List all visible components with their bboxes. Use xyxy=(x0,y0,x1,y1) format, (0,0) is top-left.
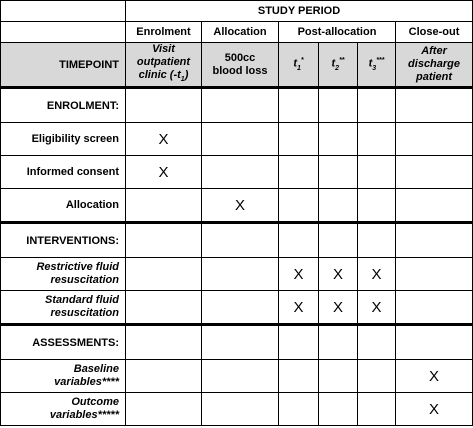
empty-cell xyxy=(279,325,319,360)
section-assessments: ASSESSMENTS: xyxy=(1,325,126,360)
empty-cell xyxy=(319,223,358,258)
empty-cell xyxy=(396,223,473,258)
timepoint-blood-loss: 500cc blood loss xyxy=(202,43,279,88)
empty-cell xyxy=(319,393,358,426)
timepoint-after-discharge: After discharge patient xyxy=(396,43,473,88)
empty-cell xyxy=(319,156,358,189)
timepoint-visit: Visit outpatient clinic $(-t_1)$ xyxy=(126,43,202,88)
row-label-standard: Standard fluid resuscitation xyxy=(1,291,126,325)
empty-cell xyxy=(358,123,396,156)
empty-cell xyxy=(358,360,396,393)
row-label-baseline: Baseline variables**** xyxy=(1,360,126,393)
empty-cell xyxy=(358,156,396,189)
x-mark: X xyxy=(358,258,396,291)
empty-cell xyxy=(396,156,473,189)
row-label-restrictive: Restrictive fluid resuscitation xyxy=(1,258,126,291)
empty-cell xyxy=(279,189,319,223)
table-row xyxy=(1,393,473,426)
empty-cell xyxy=(358,189,396,223)
empty-cell xyxy=(202,223,279,258)
row-label-eligibility: Eligibility screen xyxy=(1,123,126,156)
x-mark: X xyxy=(319,291,358,325)
empty-cell xyxy=(319,189,358,223)
table-row xyxy=(1,156,473,189)
x-mark: X xyxy=(396,393,473,426)
empty-cell xyxy=(126,189,202,223)
x-mark: X xyxy=(396,360,473,393)
section-assessments-row xyxy=(1,325,473,360)
phase-enrolment: Enrolment xyxy=(126,22,202,43)
row-label-outcome: Outcome variables***** xyxy=(1,393,126,426)
empty-cell xyxy=(202,291,279,325)
empty-cell xyxy=(319,123,358,156)
row-label-consent: Informed consent xyxy=(1,156,126,189)
empty-cell xyxy=(358,223,396,258)
empty-cell xyxy=(126,393,202,426)
empty-cell xyxy=(126,325,202,360)
section-interventions: INTERVENTIONS: xyxy=(1,223,126,258)
table-row xyxy=(1,291,473,325)
empty-cell xyxy=(1,22,126,43)
empty-cell xyxy=(319,325,358,360)
empty-cell xyxy=(279,88,319,123)
empty-cell xyxy=(126,258,202,291)
x-mark: X xyxy=(279,258,319,291)
empty-cell xyxy=(358,88,396,123)
phase-allocation: Allocation xyxy=(202,22,279,43)
empty-cell xyxy=(126,360,202,393)
section-enrolment: ENROLMENT: xyxy=(1,88,126,123)
empty-cell xyxy=(202,123,279,156)
section-interventions-row xyxy=(1,223,473,258)
empty-cell xyxy=(1,1,126,22)
empty-cell xyxy=(202,393,279,426)
phase-row xyxy=(1,22,473,43)
empty-cell xyxy=(279,223,319,258)
empty-cell xyxy=(396,123,473,156)
empty-cell xyxy=(126,223,202,258)
empty-cell xyxy=(358,325,396,360)
empty-cell xyxy=(396,325,473,360)
x-mark: X xyxy=(358,291,396,325)
timepoint-label: TIMEPOINT xyxy=(1,43,126,88)
empty-cell xyxy=(319,360,358,393)
x-mark: X xyxy=(202,189,279,223)
study-period-header: STUDY PERIOD xyxy=(126,1,473,22)
empty-cell xyxy=(358,393,396,426)
x-mark: X xyxy=(126,123,202,156)
phase-post-allocation: Post-allocation xyxy=(279,22,396,43)
empty-cell xyxy=(396,291,473,325)
section-enrolment-row xyxy=(1,88,473,123)
empty-cell xyxy=(202,156,279,189)
x-mark: X xyxy=(126,156,202,189)
empty-cell xyxy=(319,88,358,123)
empty-cell xyxy=(279,156,319,189)
table-row xyxy=(1,123,473,156)
timepoint-t2: $t_2^{**}$ xyxy=(319,43,358,88)
table-row xyxy=(1,360,473,393)
study-period-row xyxy=(1,1,473,22)
timepoint-t3: $t_3^{***}$ xyxy=(358,43,396,88)
empty-cell xyxy=(202,360,279,393)
empty-cell xyxy=(396,258,473,291)
empty-cell xyxy=(279,123,319,156)
empty-cell xyxy=(202,325,279,360)
empty-cell xyxy=(202,258,279,291)
empty-cell xyxy=(396,88,473,123)
x-mark: X xyxy=(279,291,319,325)
timepoint-row xyxy=(1,43,473,88)
x-mark: X xyxy=(319,258,358,291)
table-row xyxy=(1,189,473,223)
empty-cell xyxy=(396,189,473,223)
empty-cell xyxy=(279,360,319,393)
empty-cell xyxy=(126,291,202,325)
table-row xyxy=(1,258,473,291)
row-label-allocation: Allocation xyxy=(1,189,126,223)
empty-cell xyxy=(202,88,279,123)
empty-cell xyxy=(279,393,319,426)
empty-cell xyxy=(126,88,202,123)
timepoint-t1: $t_1^*$ xyxy=(279,43,319,88)
phase-close-out: Close-out xyxy=(396,22,473,43)
